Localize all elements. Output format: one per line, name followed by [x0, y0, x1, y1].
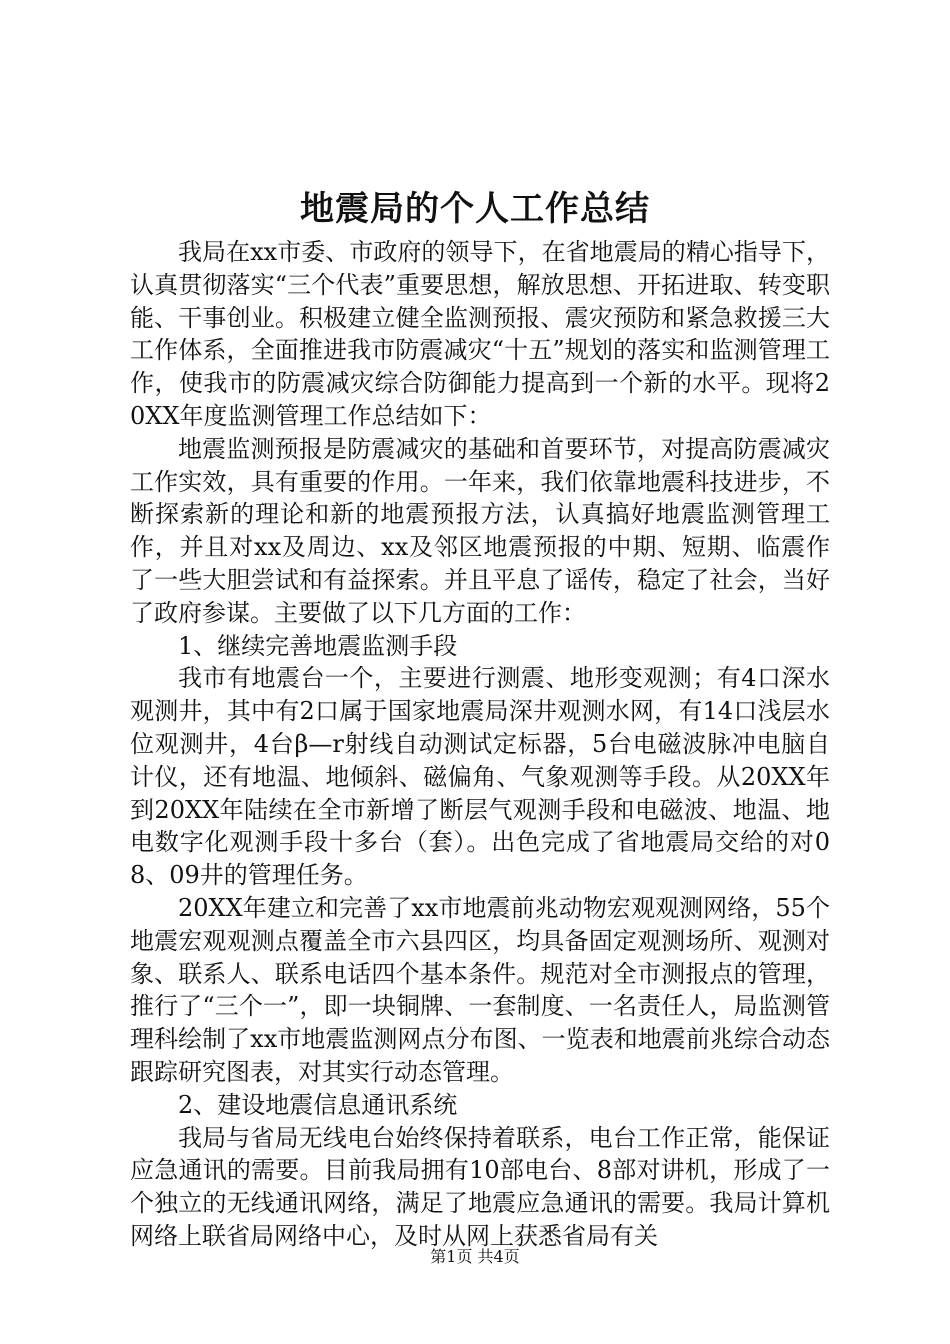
paragraph-monitoring-overview: 地震监测预报是防震减灾的基础和首要环节，对提高防震减灾工作实效，具有重要的作用。一年来，我们依靠地震科技进步，不断探索新的理论和新的地震预报方法，认真搞好地震监测管理工作，并且对xx及周边、xx及邻区地震预报的中期、短期、临震作了一些大胆尝试和有益探索。并且平息了谣传，稳定了社会，当好了政府参谋。主要做了以下几方面的工作： — [130, 434, 830, 627]
section-heading-2: 2、建设地震信息通讯系统 — [178, 1090, 458, 1119]
page-footer: 第1页 共4页 — [430, 1247, 520, 1266]
paragraph-macro-network: 20XX年建立和完善了xx市地震前兆动物宏观观测网络，55个地震宏观观测点覆盖全市六县四区，均具备固定观测场所、观测对象、联系人、联系电话四个基本条件。规范对全市测报点的管理，推行了“三个一”，即一块铜牌、一套制度、一名责任人，局监测管理科绘制了xx市地震监测网点分布图、一览表和地震前兆综合动态跟踪研究图表，对其实行动态管理。 — [130, 893, 830, 1086]
paragraph-intro: 我局在xx市委、市政府的领导下，在省地震局的精心指导下，认真贯彻落实“三个代表”重要思想，解放思想、开拓进取、转变职能、干事创业。积极建立健全监测预报、震灾预防和紧急救援三大工作体系，全面推进我市防震减灾“十五”规划的落实和监测管理工作，使我市的防震减灾综合防御能力提高到一个新的水平。现将20XX年度监测管理工作总结如下： — [130, 238, 830, 430]
paragraph-monitoring-means: 我市有地震台一个，主要进行测震、地形变观测；有4口深水观测井，其中有2口属于国家地震局深井观测水网，有14口浅层水位观测井，4台β—r射线自动测试定标器，5台电磁波脉冲电脑自计仪，还有地温、地倾斜、磁偏角、气象观测等手段。从20XX年到20XX年陆续在全市新增了断层气观测手段和电磁波、地温、地电数字化观测手段十多台（套）。出色完成了省地震局交给的对08、09井的管理任务。 — [130, 664, 830, 890]
document-body — [130, 236, 830, 1253]
paragraph-communication: 我局与省局无线电台始终保持着联系，电台工作正常，能保证应急通讯的需要。目前我局拥有10部电台、8部对讲机，形成了一个独立的无线通讯网络，满足了地震应急通讯的需要。我局计算机网络上联省局网络中心，及时从网上获悉省局有关 — [130, 1123, 830, 1250]
document-title: 地震局的个人工作总结 — [300, 189, 650, 229]
section-heading-1: 1、继续完善地震监测手段 — [178, 631, 458, 660]
